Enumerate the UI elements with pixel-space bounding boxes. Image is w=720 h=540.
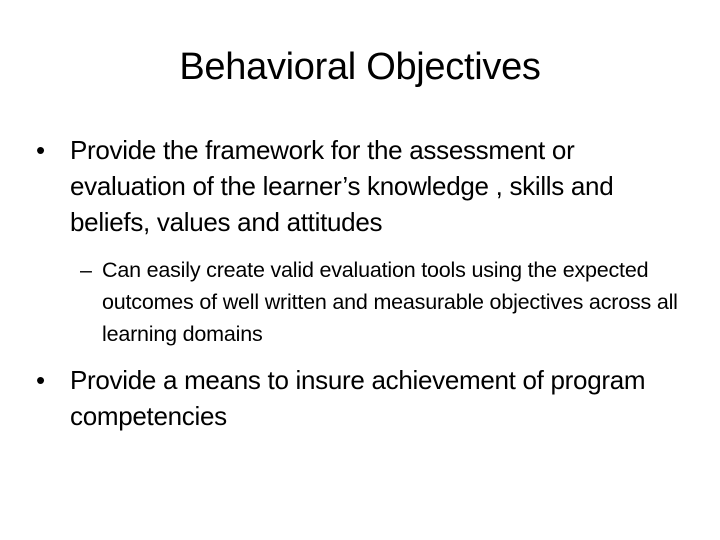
sub-bullet-text: Can easily create valid evaluation tools using the expected outcomes of well written and measurable objectives across all learning domains <box>102 258 678 346</box>
slide-title: Behavioral Objectives <box>179 46 541 88</box>
bullet-item <box>36 132 676 240</box>
bullet-item <box>36 362 676 434</box>
sub-bullet-marker: – <box>80 258 92 282</box>
bullet-text: Provide a means to insure achievement of program competencies <box>70 365 646 431</box>
bullet-text: Provide the framework for the assessment or evaluation of the learner’s knowledge , skills and beliefs, values and attitudes <box>70 135 614 237</box>
sub-bullet-item <box>80 254 680 350</box>
bullet-marker: • <box>36 135 45 165</box>
bullet-marker: • <box>36 365 45 395</box>
